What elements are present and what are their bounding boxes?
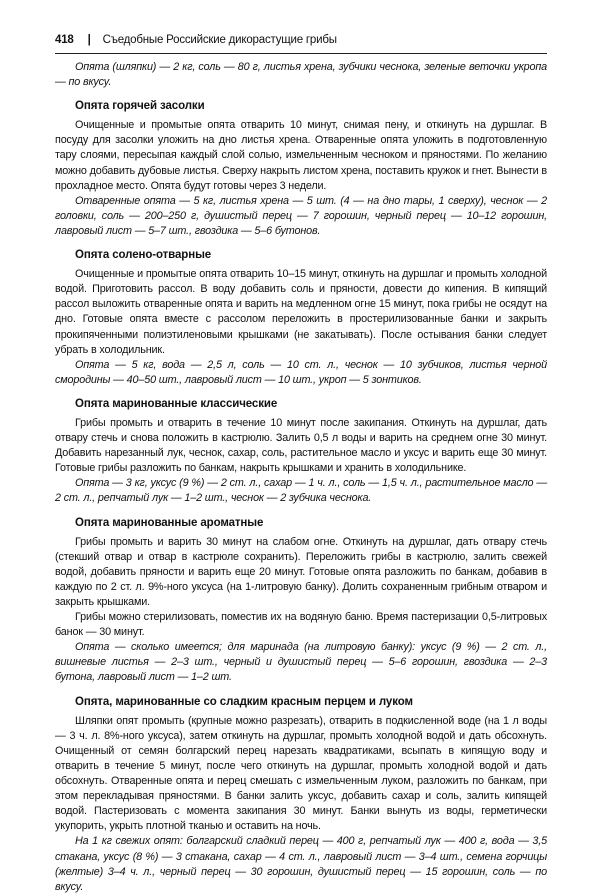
running-header	[55, 34, 547, 54]
recipe-pickled-classic	[55, 397, 547, 507]
recipe-title: Опята горячей засолки	[75, 100, 205, 113]
recipe-hot-salting	[55, 99, 547, 239]
recipe-ingredients: Отваренные опята — 5 кг, листья хрена — 5 шт. (4 — на дно тары, 1 сверху), чеснок — 2 головки, соль — 200–250 г, душистый перец — 7 горошин, черный перец — 10–12 горошин, лавровый лист — 5–7 шт., гвоздика — 5–6 бутонов.	[55, 194, 547, 237]
recipe-title: Опята маринованные классические	[75, 397, 278, 410]
recipe-ingredients: Опята — сколько имеется; для маринада (на литровую банку): уксус (9 %) — 2 ст. л., вишневые листья — 2–3 шт., черный и душистый перец — 5–6 горошин, гвоздика — 2–3 бутона, лавровый лист — 1–2 шт.	[55, 641, 547, 684]
recipe-paragraph: Шляпки опят промыть (крупные можно разрезать), отварить в подкисленной воде (на 1 л воды — 3 ч. л. 8%-ного уксуса), затем откинуть на дуршлаг, промыть холодной водой и дать обсохнуть. Очищенный от семян болгарский перец нарезать квадратиками, всыпать в кипящую воду и отварить в течение 5 минут, после чего откинуть на дуршлаг, промыть холодной водой и дать обсохнуть. Отваренные опята и перец смешать с измельченным луком, разложить по банкам, при этом перекладывая пряностями. В банки залить уксус, добавить сахар и соль, залить кипящей водой. Пастеризовать с момента закипания 30 минут. Банки вынуть из воды, герметически укупорить, укрыть плотной тканью и оставить на ночь.	[55, 714, 547, 833]
recipe-pickled-aromatic	[55, 516, 547, 686]
recipe-ingredients: На 1 кг свежих опят: болгарский сладкий перец — 400 г, репчатый лук — 400 г, вода — 3,5 стакана, уксус (8 %) — 3 стакана, сахар — 4 ст. л., лавровый лист — 3–4 шт., семена горчицы (желтые) 3–4 ч. л., черный перец — 30 горошин, душистый перец — 15 горошин, соль — по вкусу.	[55, 835, 547, 893]
page-body	[55, 60, 547, 895]
page-number: 418	[55, 34, 74, 46]
running-title: Съедобные Российские дикорастущие грибы	[102, 34, 337, 46]
book-page	[55, 34, 547, 895]
recipe-pickled-pepper-onion	[55, 695, 547, 895]
recipe-paragraph: Грибы промыть и отварить в течение 10 минут после закипания. Откинуть на дуршлаг, дать отвару стечь и снова положить в кастрюлю. Залить 0,5 л воды и варить на среднем огне 30 минут. Добавить нарезанный лук, чеснок, сахар, соль, растительное масло и уксус и варить еще 30 минут. Готовые грибы разложить по банкам, накрыть крышками и хранить в холодильнике.	[55, 416, 547, 475]
recipe-ingredients: Опята — 3 кг, уксус (9 %) — 2 ст. л., сахар — 1 ч. л., соль — 1,5 ч. л., растительное масло — 2 ст. л., репчатый лук — 1–2 шт., чеснок — 2 зубчика чеснока.	[55, 477, 547, 505]
recipe-salted-boiled	[55, 248, 547, 388]
recipe-title: Опята солено-отварные	[75, 249, 212, 262]
recipe-paragraph: Грибы промыть и варить 30 минут на слабом огне. Откинуть на дуршлаг, дать отвару стечь (стекший отвар и отвар в кастрюле сохранить). Переложить грибы в кастрюлю, залить свежей водой, добавить пряности и варить еще 20 минут. Готовые опята разложить по банкам, добавив в каждую по 2 ст. л. 9%-ного уксуса (на 1-литровую банку). Долить сохраненным грибным отваром и закрыть крышками.	[55, 535, 547, 608]
recipe-paragraph: Очищенные и промытые опята отварить 10 минут, снимая пену, и откинуть на дуршлаг. В посуду для засолки уложить на дно листья хрена. Отваренные опята уложить в подготовленную тару слоями, пересыпая каждый слой солью, измельченным чесноком и пряностями. По желанию можно добавить дубовые листья. Сверху накрыть листом хрена, поставить кружок и гнет. Вынести в прохладное место. Опята будут готовы через 3 недели.	[55, 119, 547, 192]
intro-ingredients: Опята (шляпки) — 2 кг, соль — 80 г, листья хрена, зубчики чеснока, зеленые веточки укропа — по вкусу.	[55, 61, 547, 89]
header-separator: |	[87, 34, 91, 46]
recipe-ingredients: Опята — 5 кг, вода — 2,5 л, соль — 10 ст. л., чеснок — 10 зубчиков, листья черной смородины — 40–50 шт., лавровый лист — 10 шт., укроп — 5 зонтиков.	[55, 358, 547, 386]
recipe-title: Опята, маринованные со сладким красным перцем и луком	[75, 695, 413, 708]
recipe-title: Опята маринованные ароматные	[75, 516, 264, 529]
recipe-paragraph: Очищенные и промытые опята отварить 10–15 минут, откинуть на дуршлаг и промыть холодной водой. Приготовить рассол. В воду добавить соль и пряности, довести до кипения. В кипящий рассол выложить отваренные опята и варить на медленном огне 15 минут, пока грибы не осядут на дно. Готовые опята вместе с рассолом переложить в простерилизованные банки и закрыть прокипяченными полиэтиленовыми крышками (не закатывать). После остывания банки следует убрать в холодильник.	[55, 268, 547, 356]
recipe-paragraph: Грибы можно стерилизовать, поместив их на водяную баню. Время пастеризации 0,5-литровых банок — 30 минут.	[55, 611, 547, 639]
